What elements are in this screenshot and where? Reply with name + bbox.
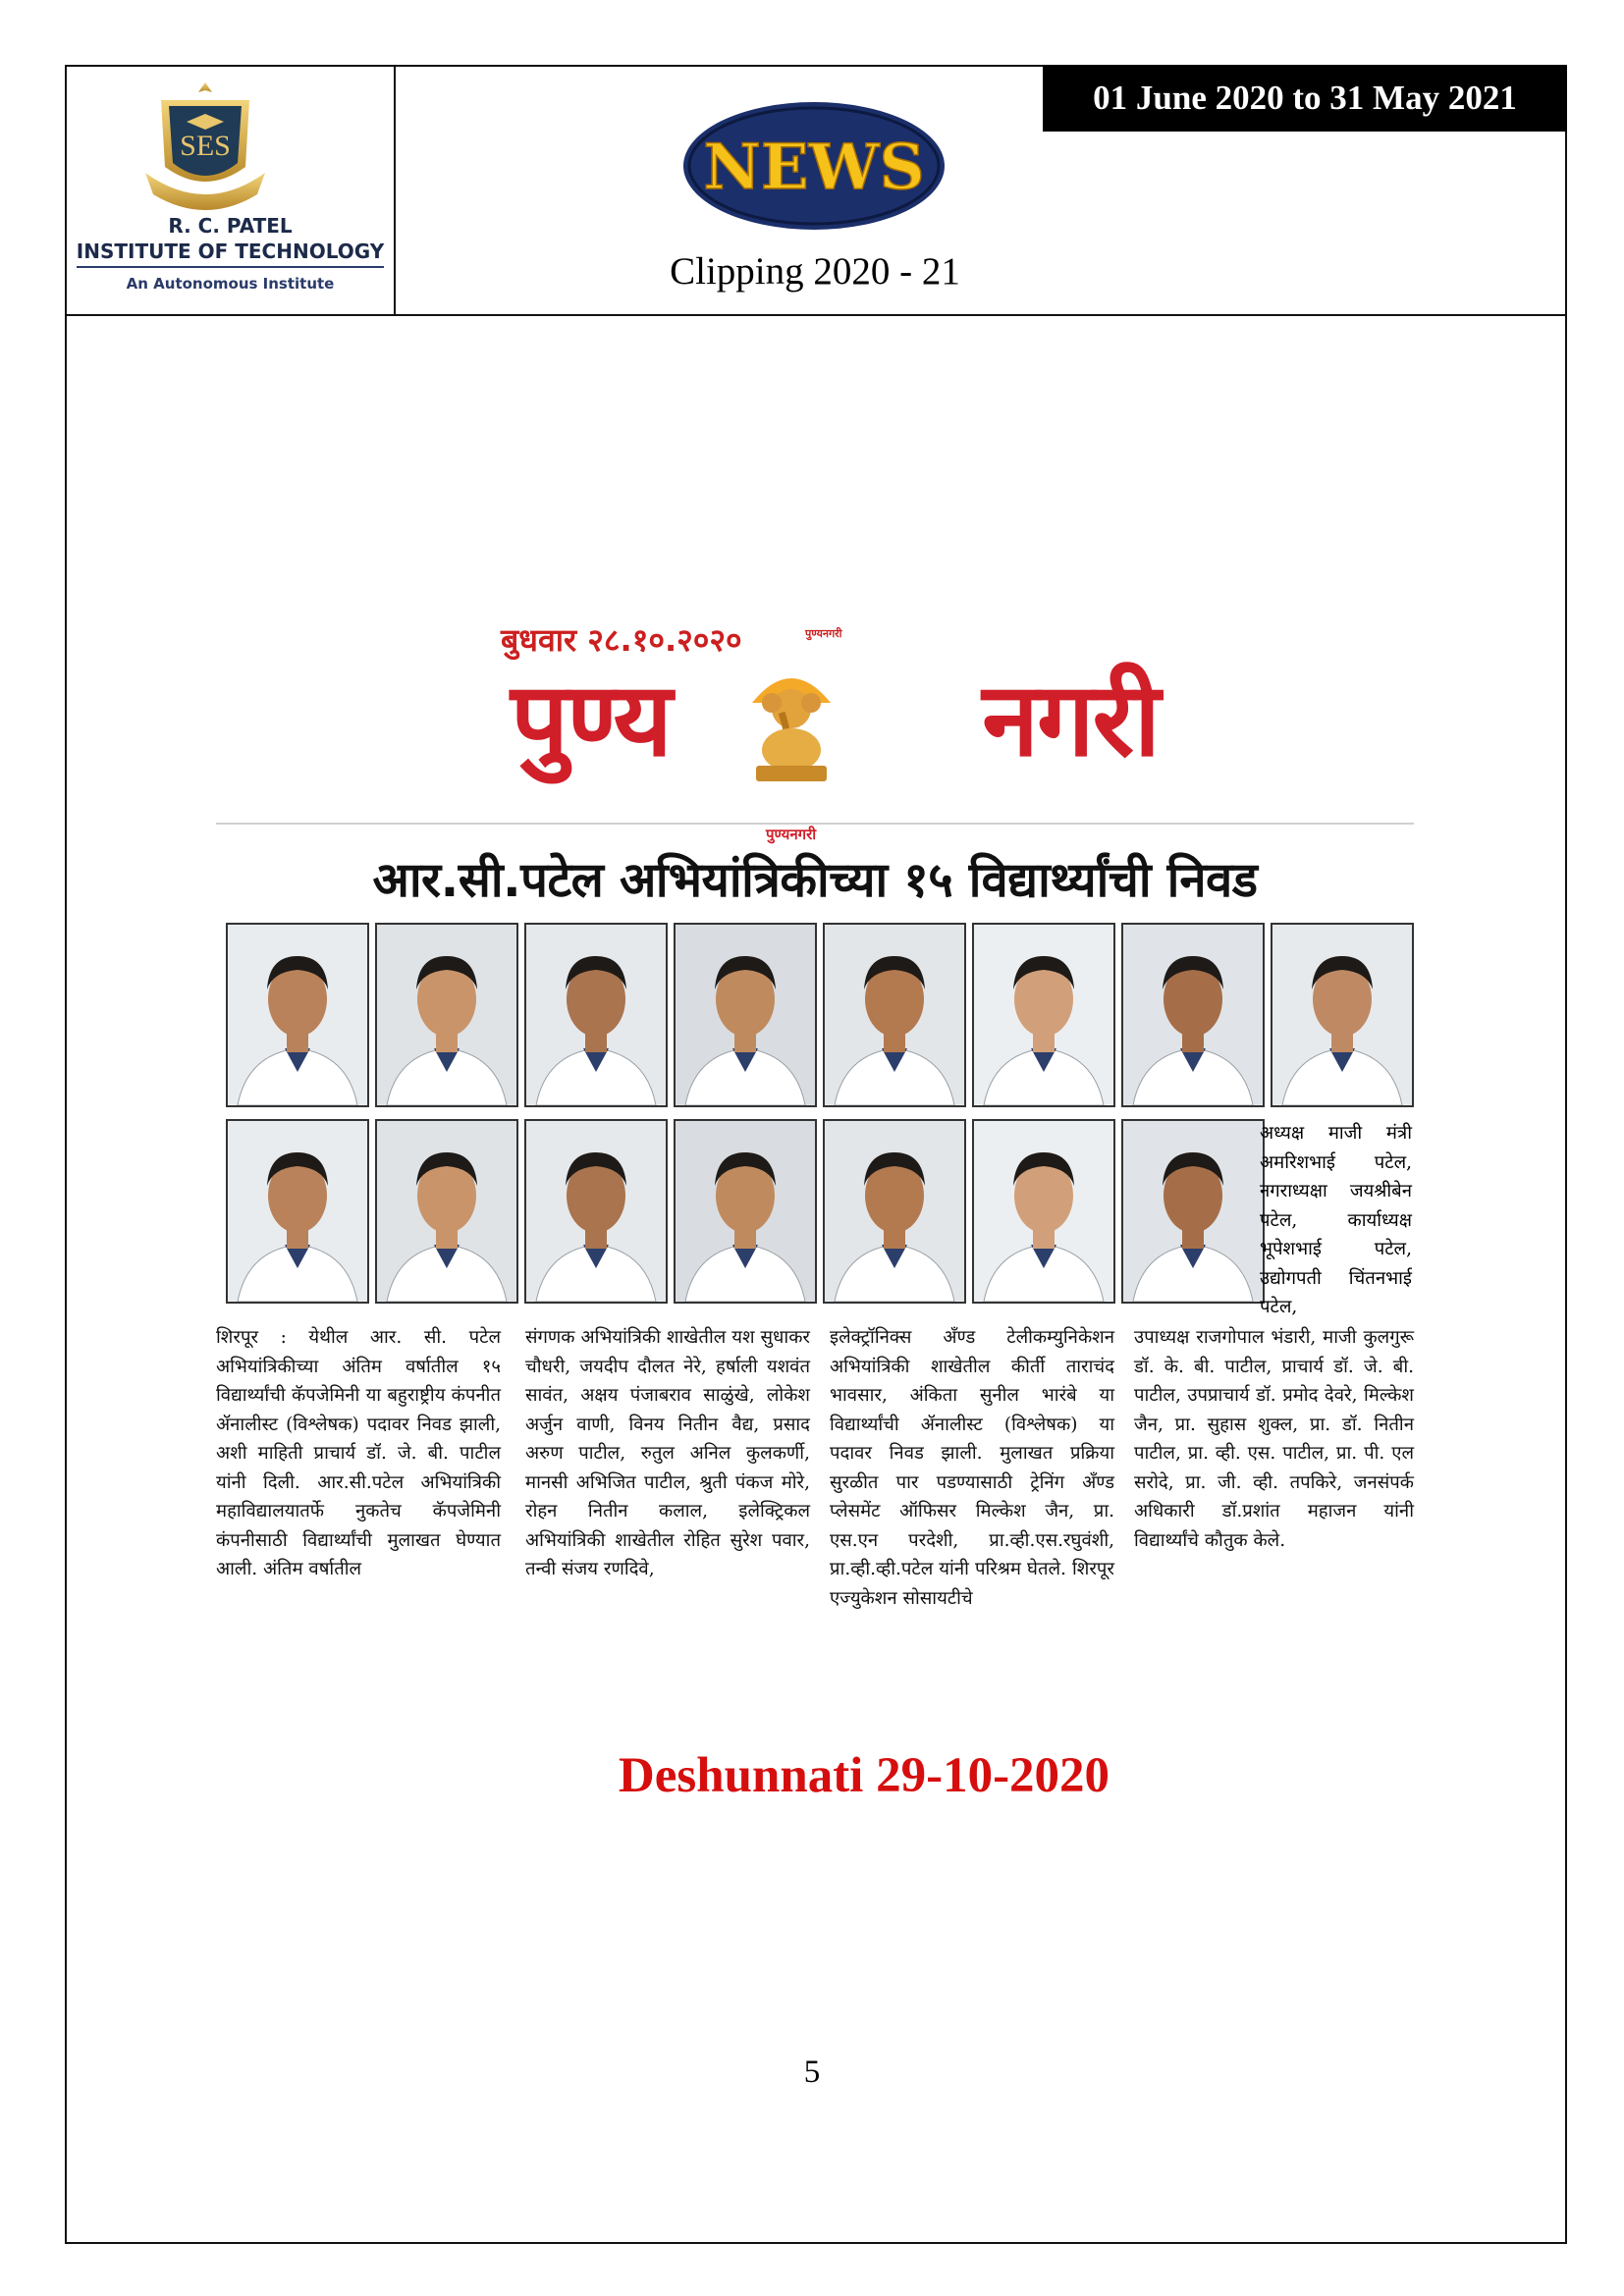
ses-emblem-icon	[141, 79, 269, 216]
clipping-title: Clipping 2020 - 21	[670, 250, 960, 293]
institute-name-line1: R. C. PATEL	[168, 214, 293, 238]
institute-name-line2: INSTITUTE OF TECHNOLOGY	[76, 240, 385, 263]
svg-text:NEWS: NEWS	[703, 131, 925, 204]
student-photo	[524, 923, 668, 1107]
inline-paper-logo: पुण्यनगरी	[766, 826, 817, 843]
newspaper-small-tag: पुण्यनगरी	[805, 627, 842, 640]
clipping-column-1: शिरपूर : येथील आर. सी. पटेल अभियांत्रिकीच्या अंतिम वर्षातील १५ विद्यार्थ्यांची कॅपजेमिनी या बहुराष्ट्रीय कंपनीत ॲनालीस्ट (विश्लेषक) पदावर निवड झाली, अशी माहिती प्राचार्य डॉ. जे. बी. पाटील यांनी दिली. आर.सी.पटेल अभियांत्रिकी महाविद्यालयातर्फे नुकतेच कॅपजेमिनी कंपनीसाठी विद्यार्थ्यांची मुलाखत घेण्यात आली. अंतिम वर्षातील	[216, 1327, 501, 1579]
date-range-badge: 01 June 2020 to 31 May 2021	[1043, 65, 1567, 132]
newspaper-masthead	[511, 656, 1159, 793]
student-photo	[375, 923, 518, 1107]
institute-logo-cell	[65, 65, 396, 316]
student-photo	[1121, 1119, 1265, 1304]
student-photo	[375, 1119, 518, 1304]
student-photo	[1121, 923, 1265, 1107]
student-photo	[823, 1119, 966, 1304]
student-photo	[524, 1119, 668, 1304]
clipping-column-3: इलेक्ट्रॉनिक्स अँण्ड टेलीकम्युनिकेशन अभियांत्रिकी शाखेतील कीर्ती ताराचंद भावसार, अंकिता सुनील भारंबे या विद्यार्थ्यांची ॲनालीस्ट (विश्लेषक) या पदावर निवड झाली. मुलाखत प्रक्रिया सुरळीत पार पडण्यासाठी ट्रेनिंग अँण्ड प्लेसमेंट ऑफिसर मिल्केश जैन, प्रा. एस.एन परदेशी, प्रा.व्ही.एस.रघुवंशी, प्रा.व्ही.व्ही.पटेल यांनी परिश्रम घेतले. शिरपूर एज्युकेशन सोसायटीचे	[830, 1327, 1114, 1609]
masthead-left-word: पुण्य	[511, 660, 671, 779]
newspaper-date: बुधवार २८.१०.२०२०	[501, 621, 742, 659]
clipping-side-text: अध्यक्ष माजी मंत्री अमरिशभाई पटेल, नगराध्यक्षा जयश्रीबेन पटेल, कार्याध्यक्ष भूपेशभाई पटेल, उद्योगपती चिंतनभाई पटेल,	[1260, 1123, 1412, 1317]
student-photo	[674, 1119, 817, 1304]
masthead-right-word: नगरी	[982, 660, 1159, 779]
student-photo	[972, 1119, 1115, 1304]
logo-divider	[77, 266, 384, 268]
svg-text:SES: SES	[180, 130, 231, 162]
ganesh-idol-icon	[742, 664, 840, 783]
student-photo	[823, 923, 966, 1107]
page-number: 5	[803, 2055, 821, 2090]
student-photo	[226, 1119, 369, 1304]
news-logo-icon	[681, 100, 947, 233]
clipping-source-caption: Deshunnati 29-10-2020	[618, 1748, 1110, 1803]
student-photo	[1271, 923, 1414, 1107]
clipping-column-4: उपाध्यक्ष राजगोपाल भंडारी, माजी कुलगुरू डॉ. के. बी. पाटील, प्राचार्य डॉ. जे. बी. पाटील, उपप्राचार्य डॉ. प्रमोद देवरे, मिल्केश जैन, प्रा. सुहास शुक्ल, प्रा. डॉ. नितीन पाटील, प्रा. व्ही. एस. पाटील, प्रा. पी. एल सरोदे, प्रा. जी. व्ही. तपकिरे, जनसंपर्क अधिकारी डॉ.प्रशांत महाजन यांनी विद्यार्थ्यांचे कौतुक केले.	[1134, 1327, 1414, 1551]
student-photo	[972, 923, 1115, 1107]
clipping-headline: आर.सी.पटेल अभियांत्रिकीच्या १५ विद्यार्थ्यांची निवड	[372, 852, 1258, 908]
institute-tagline: An Autonomous Institute	[126, 275, 335, 293]
clipping-column-2: संगणक अभियांत्रिकी शाखेतील यश सुधाकर चौधरी, जयदीप दौलत नेरे, हर्षाली यशवंत सावंत, अक्षय पंजाबराव साळुंखे, लोकेश अर्जुन वाणी, विनय नितीन वैद्य, प्रसाद अरुण पाटील, रुतुल अनिल कुलकर्णी, मानसी अभिजित पाटील, श्रुती पंकज मोरे, रोहन नितीन कलाल, इलेक्ट्रिकल अभियांत्रिकी शाखेतील रोहित सुरेश पवार, तन्वी संजय रणदिवे,	[525, 1327, 810, 1579]
student-photo	[226, 923, 369, 1107]
student-photo	[674, 923, 817, 1107]
